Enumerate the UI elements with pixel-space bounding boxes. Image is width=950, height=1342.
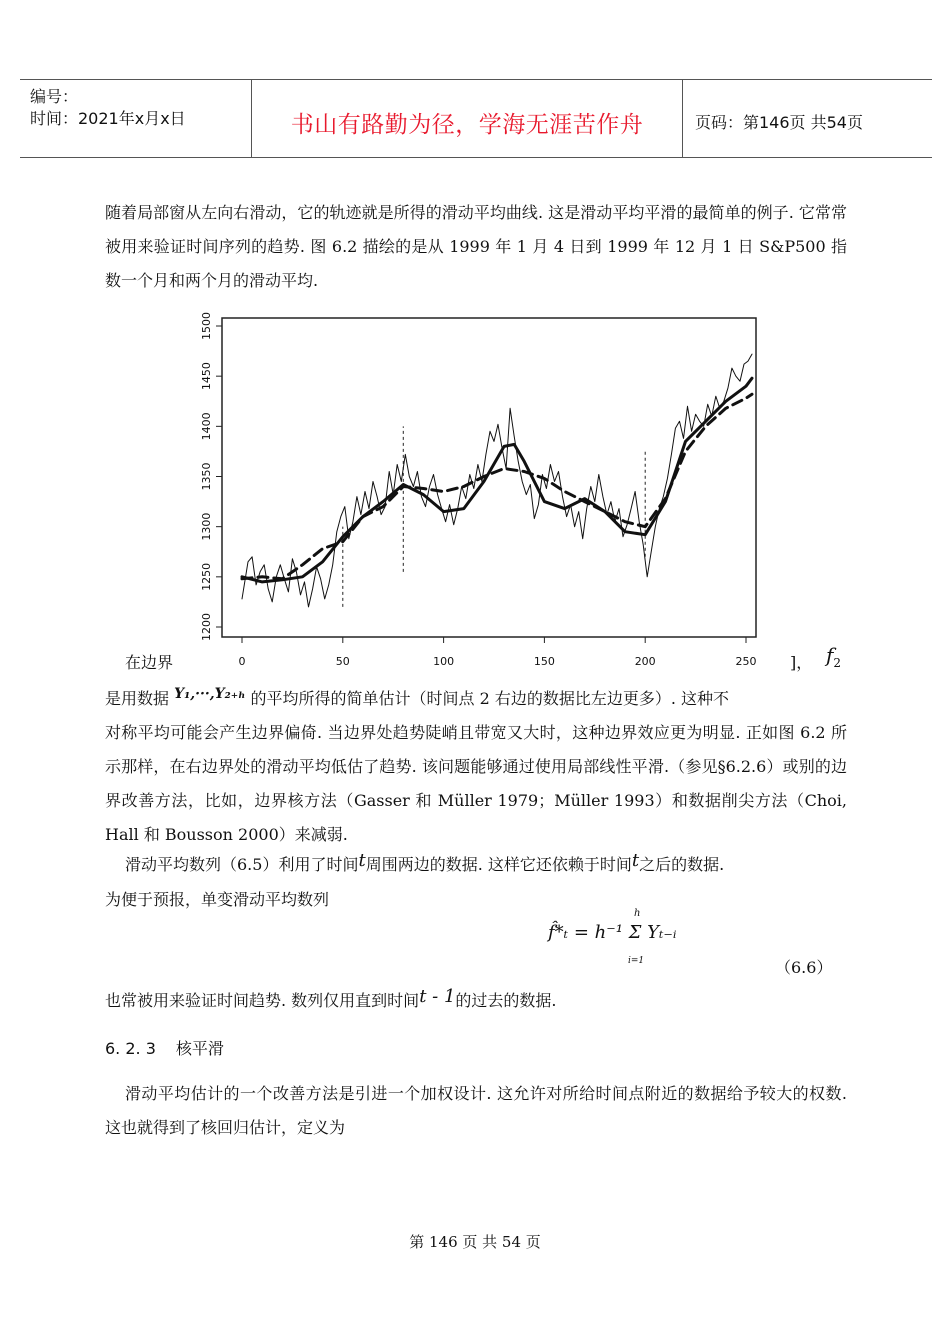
formula-lower-limit: i=1 [628, 956, 645, 966]
partial-line-left: 在边界 [125, 653, 174, 672]
y-tick-label: 1200 [200, 613, 213, 641]
sp500-moving-average-chart [180, 308, 780, 673]
header-left-cell [20, 80, 252, 157]
formula-6-6 [548, 908, 698, 972]
data-symbols: Y₁,···,Y₂₊ₕ [174, 686, 246, 702]
paragraph-1: 随着局部窗从左向右滑动，它的轨迹就是所得的滑动平均曲线. 这是滑动平均平滑的最简单的例子. 它常常被用来验证时间序列的趋势. 图 6.2 描绘的是从 1999 年 1 月 4 日到 1999 年 12 月 1 日 S&P500 指数一个月和两个月的滑动平均. [105, 203, 847, 290]
f2-symbol: $f_2$ [826, 643, 842, 670]
x-tick-label: 150 [533, 655, 555, 668]
y-tick-label: 1450 [200, 362, 213, 391]
x-tick-label: 50 [335, 655, 350, 668]
data-line: 是用数据 Y₁,···,Y₂₊ₕ 的平均所得的简单估计（时间点 2 右边的数据比左边更多）. 这种不 [105, 686, 730, 708]
section-title: 核平滑 [175, 1039, 224, 1058]
y-tick-label: 1250 [200, 562, 213, 591]
y-tick-label: 1350 [200, 462, 213, 491]
partial-line-right: ]， [790, 653, 813, 672]
header-center-cell [252, 80, 683, 157]
x-tick-label: 200 [634, 655, 656, 668]
paragraph-4: 也常被用来验证时间趋势. 数列仅用直到时间t - 1的过去的数据. [105, 986, 557, 1010]
y-tick-label: 1500 [200, 312, 213, 340]
paragraph-2: 对称平均可能会产生边界偏倚. 当边界处趋势陡峭且带宽又大时，这种边界效应更为明显. 正如图 6.2 所示那样，在右边界处的滑动平均低估了趋势. 该问题能够通过使用局部线性平滑.（参见§6.2.6）或别的边界改善方法，比如，边界核方法（Gasser 和 Müller 1979；Müller 1993）和数据削尖方法（Choi, Hall 和 Bousson 2000）来减弱. [105, 723, 847, 844]
header-right-cell [683, 80, 932, 157]
page-footer: 第 146 页 共 54 页 [409, 1233, 541, 1251]
time-label: 时间：2021年x月x日 [30, 109, 186, 128]
motto-text: 书山有路勤为径，学海无涯苦作舟 [290, 112, 644, 138]
paragraph-3-line-2: 为便于预报，单变滑动平均数列 [105, 890, 330, 909]
figure-6-2 [180, 308, 780, 673]
y-tick-label: 1400 [200, 412, 213, 441]
paragraph-5: 滑动平均估计的一个改善方法是引进一个加权设计. 这允许对所给时间点附近的数据给予较大的权数. 这也就得到了核回归估计，定义为 [105, 1084, 847, 1137]
page-info: 页码：第146页 共54页 [695, 113, 863, 132]
paragraph-3-line-1: 滑动平均数列（6.5）利用了时间t周围两边的数据. 这样它还依赖于时间t之后的数据. [125, 850, 725, 874]
section-heading [105, 1036, 224, 1059]
x-tick-label: 250 [735, 655, 757, 668]
formula-body: f̂*ₜ = h⁻¹ Σ Yₜ₋ᵢ [548, 922, 677, 943]
serial-label: 编号： [30, 87, 79, 106]
header-table [20, 79, 932, 158]
section-number: 6. 2. 3 [105, 1039, 156, 1058]
x-tick-label: 100 [433, 655, 455, 668]
formula-upper-limit: h [634, 908, 641, 919]
x-tick-label: 0 [238, 655, 246, 668]
equation-number: （6.6） [775, 958, 833, 977]
y-tick-label: 1300 [200, 512, 213, 541]
